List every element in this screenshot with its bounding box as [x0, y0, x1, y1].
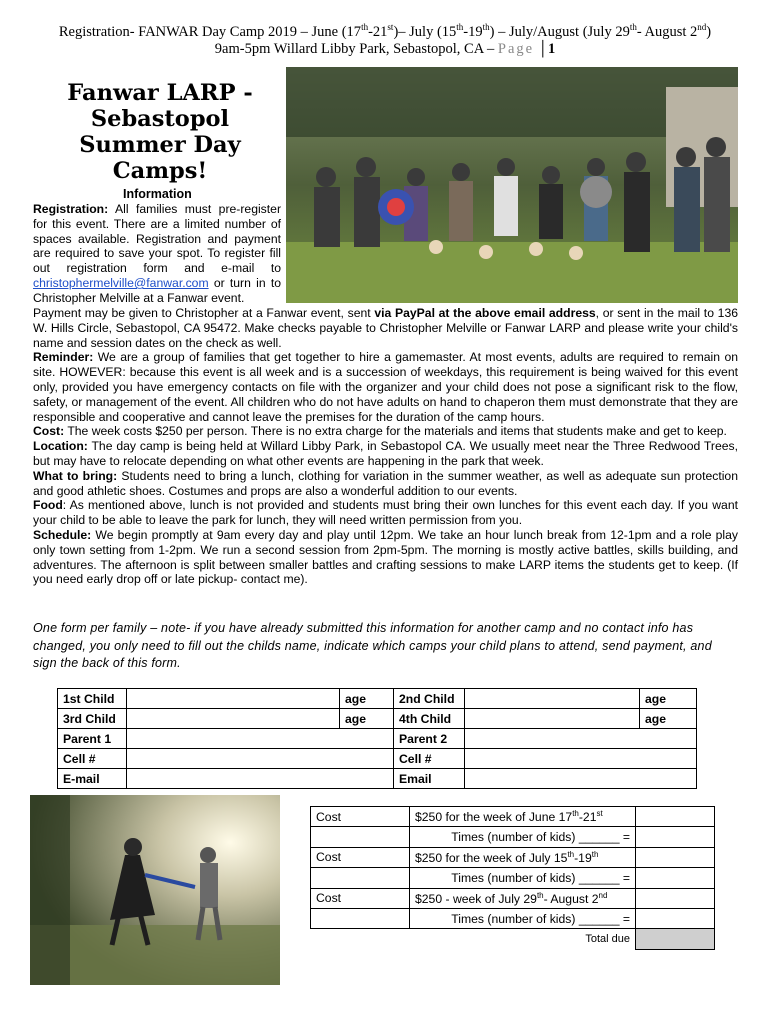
- registration-paragraph: Registration: All families must pre-register for this event. There are a limited number of spaces available. Registration and payment are required to save your spot. To register fill out registration form and e-mail to christophermelville@fanwar.com or turn in to Christopher Melville at a Fanwar event.: [33, 202, 281, 305]
- one-form-note: One form per family – note- if you have already submitted this information for another camp and no contact info has changed, you only need to fill out the childs name, indicate which camps your child plans to attend, send payment, and sign the back of this form.: [33, 621, 712, 670]
- week3-amount[interactable]: [636, 888, 715, 908]
- cost-label-1: Cost: [311, 807, 410, 827]
- parent2-field[interactable]: [465, 729, 697, 749]
- week3-label: $250 - week of July 29th- August 2nd: [410, 888, 636, 908]
- cell1-field[interactable]: [127, 749, 394, 769]
- cost-paragraph: Cost: The week costs $250 per person. There is no extra charge for the materials and items that students make and get to keep.: [33, 424, 727, 439]
- parent2-label: Parent 2: [394, 729, 465, 749]
- child3-label: 3rd Child: [58, 709, 127, 729]
- total-due-field[interactable]: [636, 929, 715, 949]
- registration-form-table: [57, 688, 697, 789]
- total-due-label: Total due: [585, 933, 630, 946]
- cell1-label: Cell #: [58, 749, 127, 769]
- cell2-field[interactable]: [465, 749, 697, 769]
- cell2-label: Cell #: [394, 749, 465, 769]
- location-paragraph: Location: The day camp is being held at Willard Libby Park, in Sebastopol CA. We usually meet near the Three Redwood Trees, but may have to relocate depending on what other events are happening in the park that week.: [33, 439, 738, 468]
- email2-label: Email: [394, 769, 465, 789]
- week2-subtotal[interactable]: [636, 868, 715, 888]
- email1-field[interactable]: [127, 769, 394, 789]
- child2-label: 2nd Child: [394, 689, 465, 709]
- parent1-label: Parent 1: [58, 729, 127, 749]
- group-photo: [286, 67, 738, 303]
- child4-label: 4th Child: [394, 709, 465, 729]
- cost-table: [310, 806, 715, 950]
- parent1-field[interactable]: [127, 729, 394, 749]
- cost-label-2: Cost: [311, 847, 410, 867]
- what-to-bring-paragraph: What to bring: Students need to bring a lunch, clothing for variation in the summer weather, as well as adequate sun protection and good athletic shoes. Costumes and props are also a wonderful addition to our events.: [33, 468, 738, 498]
- page-title: Fanwar LARP - Sebastopol Summer Day Camps!: [67, 80, 253, 184]
- main-body: [33, 306, 738, 587]
- week2-times[interactable]: Times (number of kids) ______ =: [410, 868, 636, 888]
- email2-field[interactable]: [465, 769, 697, 789]
- sword-fight-photo: [30, 795, 280, 985]
- information-heading: Information: [123, 187, 192, 201]
- week3-times[interactable]: Times (number of kids) ______ =: [410, 908, 636, 928]
- child3-field[interactable]: [127, 709, 340, 729]
- schedule-paragraph: Schedule: We begin promptly at 9am every day and play until 12pm. We take an hour lunch break from 12-1pm and a role play only town setting from 1-2pm. We run a second session from 2pm-5pm. The morning is mostly active battles, skills building, and adventures. The afternoon is split between smaller battles and crafting sessions to make LARP items the students get to keep. (If you need early drop off or late pickup- contact me).: [33, 527, 738, 587]
- email-link[interactable]: christophermelville@fanwar.com: [33, 275, 209, 290]
- child4-age-label: age: [640, 709, 697, 729]
- page-header-line2: 9am-5pm Willard Libby Park, Sebastopol, CA – Page │1: [214, 41, 556, 57]
- child1-age-label: age: [340, 689, 394, 709]
- reminder-paragraph: Reminder: We are a group of families that get together to hire a gamemaster. At most events, adults are required to remain on site. HOWEVER: because this event is all week and is a succession of weekdays, this requirement is being waived for this event only, provided you have emergency contacts on file with the organizer and your child does not pose a significant risk to the flow, safety, or management of the event. All children who do not have adults on hand to chaperon them must demonstrate that they are responsible and cooperative and cannot leave the premises for the duration of the camp hours.: [33, 350, 738, 424]
- child2-field[interactable]: [465, 689, 640, 709]
- email1-label: E-mail: [58, 769, 127, 789]
- child4-field[interactable]: [465, 709, 640, 729]
- child3-age-label: age: [340, 709, 394, 729]
- week3-subtotal[interactable]: [636, 908, 715, 928]
- page-header: Registration- FANWAR Day Camp 2019 – June (17th-21st)– July (15th-19th) – July/August (July 29th- August 2nd): [58, 22, 712, 40]
- payment-paragraph: Payment may be given to Christopher at a Fanwar event, sent via PayPal at the above email address, or sent in the mail to 136 W. Hills Circle, Sebastopol, CA 95472. Make checks payable to Christopher Melville or Fanwar LARP and please write your child's name and session dates on the check as well.: [33, 306, 738, 350]
- child1-label: 1st Child: [58, 689, 127, 709]
- week1-amount[interactable]: [636, 807, 715, 827]
- cost-label-3: Cost: [311, 888, 410, 908]
- week1-label: $250 for the week of June 17th-21st: [410, 807, 636, 827]
- child1-field[interactable]: [127, 689, 340, 709]
- child2-age-label: age: [640, 689, 697, 709]
- week1-subtotal[interactable]: [636, 827, 715, 847]
- week2-amount[interactable]: [636, 847, 715, 867]
- week2-label: $250 for the week of July 15th-19th: [410, 847, 636, 867]
- food-paragraph: Food: As mentioned above, lunch is not provided and students must bring their own lunches for this event each day. If you want your child to be able to leave the park for lunch, they will need written permission from you.: [33, 498, 738, 528]
- week1-times[interactable]: Times (number of kids) ______ =: [410, 827, 636, 847]
